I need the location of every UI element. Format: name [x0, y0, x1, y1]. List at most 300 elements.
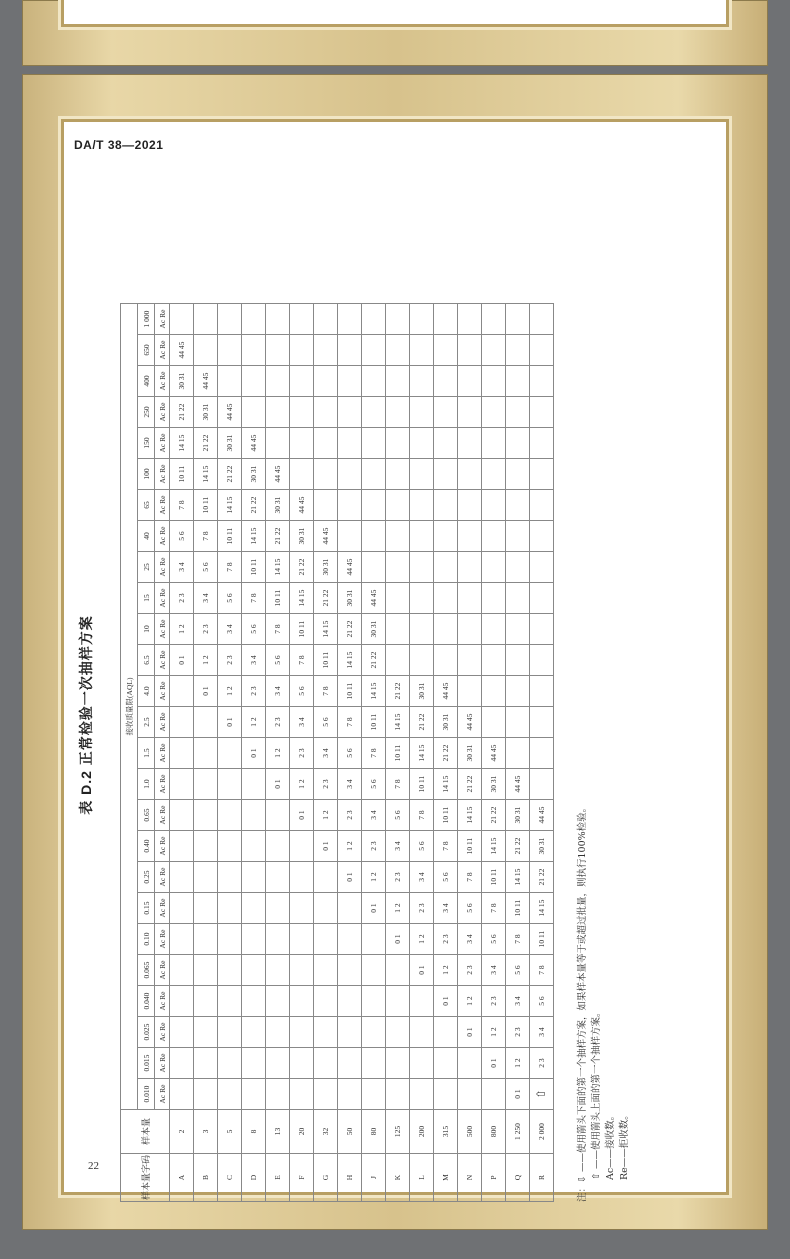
plan-cell: 3 4	[290, 707, 314, 738]
plan-cell: 3 4	[218, 614, 242, 645]
row-code: J	[362, 1154, 386, 1202]
plan-cell	[314, 397, 338, 428]
plan-cell: 21 22	[194, 428, 218, 459]
plan-cell	[314, 304, 338, 335]
plan-cell	[458, 428, 482, 459]
row-size: 1 250	[506, 1110, 530, 1154]
plan-cell	[194, 769, 218, 800]
plan-cell	[410, 366, 434, 397]
plan-cell: 2 3	[362, 831, 386, 862]
plan-cell	[410, 459, 434, 490]
plan-cell	[266, 800, 290, 831]
plan-cell	[338, 366, 362, 397]
plan-cell: 0 1	[458, 1017, 482, 1048]
plan-cell: ⇧	[530, 1079, 554, 1110]
plan-cell: 44 45	[338, 552, 362, 583]
plan-cell: 3 4	[338, 769, 362, 800]
aql-level: 150	[138, 428, 155, 459]
plan-cell: 21 22	[458, 769, 482, 800]
plan-cell: 0 1	[218, 707, 242, 738]
aql-level: 0.040	[138, 986, 155, 1017]
plan-cell	[530, 676, 554, 707]
ac-re-label: Ac Re	[155, 1017, 170, 1048]
plan-cell: 5 6	[338, 738, 362, 769]
plan-cell: 30 31	[506, 800, 530, 831]
plan-cell	[314, 428, 338, 459]
plan-cell	[434, 304, 458, 335]
plan-cell	[362, 1079, 386, 1110]
plan-cell: 5 6	[458, 893, 482, 924]
aql-level: 250	[138, 397, 155, 428]
plan-cell	[242, 924, 266, 955]
plan-cell	[506, 738, 530, 769]
plan-cell: 3 4	[506, 986, 530, 1017]
plan-cell: 3 4	[530, 1017, 554, 1048]
ac-re-label: Ac Re	[155, 397, 170, 428]
plan-cell: 1 2	[194, 645, 218, 676]
ac-re-label: Ac Re	[155, 521, 170, 552]
plan-cell: 21 22	[338, 614, 362, 645]
aql-level: 65	[138, 490, 155, 521]
plan-cell: 3 4	[410, 862, 434, 893]
ac-re-label: Ac Re	[155, 893, 170, 924]
plan-cell: 1 2	[242, 707, 266, 738]
plan-cell	[170, 893, 194, 924]
plan-cell: 3 4	[458, 924, 482, 955]
plan-cell	[194, 335, 218, 366]
plan-cell	[290, 1017, 314, 1048]
plan-cell	[458, 583, 482, 614]
plan-cell: 44 45	[314, 521, 338, 552]
aql-level: 4.0	[138, 676, 155, 707]
plan-cell: 3 4	[242, 645, 266, 676]
plan-cell: 2 3	[506, 1017, 530, 1048]
plan-cell	[218, 1079, 242, 1110]
plan-cell	[242, 335, 266, 366]
plan-cell	[170, 955, 194, 986]
ac-re-label: Ac Re	[155, 614, 170, 645]
note-down-arrow: 注：⇩ ——使用箭头下面的第一个抽样方案，如果样本量等于或超过批量，则执行100%检验。	[577, 802, 588, 1202]
aql-level: 1.5	[138, 738, 155, 769]
plan-cell	[434, 490, 458, 521]
plan-cell	[194, 1017, 218, 1048]
plan-cell	[242, 397, 266, 428]
plan-cell	[482, 707, 506, 738]
plan-cell	[386, 552, 410, 583]
plan-cell: 3 4	[386, 831, 410, 862]
plan-cell	[410, 521, 434, 552]
aql-level: 6.5	[138, 645, 155, 676]
plan-cell	[290, 955, 314, 986]
plan-cell	[314, 366, 338, 397]
ac-re-label: Ac Re	[155, 707, 170, 738]
row-code: L	[410, 1154, 434, 1202]
plan-cell	[410, 583, 434, 614]
plan-cell: 5 6	[170, 521, 194, 552]
plan-cell	[194, 304, 218, 335]
plan-cell	[386, 521, 410, 552]
plan-cell: 5 6	[386, 800, 410, 831]
plan-cell	[530, 738, 554, 769]
plan-cell	[482, 645, 506, 676]
plan-cell	[530, 366, 554, 397]
picture-frame	[22, 74, 768, 1230]
plan-cell	[386, 428, 410, 459]
plan-cell	[530, 645, 554, 676]
plan-cell	[218, 304, 242, 335]
plan-cell: 21 22	[314, 583, 338, 614]
plan-cell	[506, 304, 530, 335]
plan-cell: 1 2	[458, 986, 482, 1017]
plan-cell	[482, 552, 506, 583]
plan-cell: 0 1	[410, 955, 434, 986]
plan-cell	[290, 986, 314, 1017]
ac-re-label: Ac Re	[155, 335, 170, 366]
plan-cell	[242, 800, 266, 831]
plan-cell: 14 15	[434, 769, 458, 800]
aql-level: 40	[138, 521, 155, 552]
plan-cell	[242, 1079, 266, 1110]
plan-cell: 2 3	[266, 707, 290, 738]
plan-cell: 44 45	[266, 459, 290, 490]
plan-cell	[506, 707, 530, 738]
plan-cell	[290, 335, 314, 366]
plan-cell	[434, 459, 458, 490]
plan-cell	[434, 614, 458, 645]
plan-cell	[386, 490, 410, 521]
plan-cell	[266, 955, 290, 986]
plan-cell	[482, 428, 506, 459]
plan-cell	[338, 397, 362, 428]
plan-cell	[362, 552, 386, 583]
plan-cell	[530, 583, 554, 614]
plan-cell	[266, 397, 290, 428]
plan-cell	[458, 490, 482, 521]
row-code: M	[434, 1154, 458, 1202]
plan-cell	[458, 645, 482, 676]
plan-cell: 7 8	[362, 738, 386, 769]
header-size: 样本量	[121, 1110, 170, 1154]
plan-cell	[410, 1017, 434, 1048]
plan-cell: 10 11	[194, 490, 218, 521]
plan-cell: 14 15	[362, 676, 386, 707]
row-size: 800	[482, 1110, 506, 1154]
plan-cell	[218, 924, 242, 955]
row-code: N	[458, 1154, 482, 1202]
plan-cell	[458, 521, 482, 552]
plan-cell	[410, 614, 434, 645]
plan-cell	[410, 1048, 434, 1079]
plan-cell	[194, 707, 218, 738]
plan-cell	[170, 831, 194, 862]
plan-cell: 5 6	[314, 707, 338, 738]
plan-cell: 1 2	[338, 831, 362, 862]
plan-cell	[314, 459, 338, 490]
plan-cell: 2 3	[434, 924, 458, 955]
plan-cell	[266, 831, 290, 862]
plan-cell	[506, 552, 530, 583]
plan-cell	[386, 986, 410, 1017]
plan-cell	[362, 459, 386, 490]
plan-cell	[314, 335, 338, 366]
plan-cell	[386, 583, 410, 614]
plan-cell: 0 1	[290, 800, 314, 831]
plan-cell: 7 8	[410, 800, 434, 831]
plan-cell: 14 15	[266, 552, 290, 583]
plan-cell	[434, 335, 458, 366]
plan-cell: 0 1	[362, 893, 386, 924]
plan-cell	[386, 304, 410, 335]
plan-cell	[530, 769, 554, 800]
plan-cell	[458, 304, 482, 335]
row-code: H	[338, 1154, 362, 1202]
row-code: G	[314, 1154, 338, 1202]
plan-cell	[530, 521, 554, 552]
plan-cell: 21 22	[218, 459, 242, 490]
plan-cell	[362, 521, 386, 552]
ac-re-label: Ac Re	[155, 924, 170, 955]
row-code: F	[290, 1154, 314, 1202]
plan-cell	[506, 428, 530, 459]
plan-cell	[386, 397, 410, 428]
plan-cell	[290, 862, 314, 893]
plan-cell	[482, 583, 506, 614]
plan-cell: 30 31	[242, 459, 266, 490]
plan-cell	[242, 1048, 266, 1079]
plan-cell	[434, 583, 458, 614]
plan-cell	[386, 955, 410, 986]
plan-cell	[386, 614, 410, 645]
plan-cell: 21 22	[362, 645, 386, 676]
aql-level: 650	[138, 335, 155, 366]
ac-re-label: Ac Re	[155, 676, 170, 707]
plan-cell	[434, 1048, 458, 1079]
plan-cell: 7 8	[482, 893, 506, 924]
plan-cell	[170, 800, 194, 831]
plan-cell	[410, 490, 434, 521]
plan-cell: 44 45	[434, 676, 458, 707]
plan-cell	[506, 459, 530, 490]
plan-cell	[266, 924, 290, 955]
plan-cell: 0 1	[170, 645, 194, 676]
plan-cell	[362, 304, 386, 335]
plan-cell: 2 3	[314, 769, 338, 800]
plan-cell: 0 1	[266, 769, 290, 800]
row-size: 3	[194, 1110, 218, 1154]
plan-cell	[386, 1048, 410, 1079]
plan-cell: 30 31	[314, 552, 338, 583]
aql-level: 1 000	[138, 304, 155, 335]
plan-cell	[530, 707, 554, 738]
picture-frame-top	[22, 0, 768, 66]
plan-cell	[362, 1017, 386, 1048]
plan-cell	[362, 428, 386, 459]
row-code: Q	[506, 1154, 530, 1202]
row-code: D	[242, 1154, 266, 1202]
plan-cell: 10 11	[242, 552, 266, 583]
plan-cell	[314, 490, 338, 521]
plan-cell	[290, 428, 314, 459]
page-number: 22	[88, 1160, 99, 1172]
plan-cell	[434, 521, 458, 552]
rotated-table-block	[76, 228, 630, 1202]
plan-cell	[314, 924, 338, 955]
plan-cell: 3 4	[314, 738, 338, 769]
plan-cell: 1 2	[170, 614, 194, 645]
plan-cell: 21 22	[434, 738, 458, 769]
plan-cell	[194, 955, 218, 986]
plan-cell	[266, 893, 290, 924]
plan-cell	[314, 893, 338, 924]
header-aql: 接收质量限(AQL)	[121, 304, 138, 1110]
plan-cell: 1 2	[218, 676, 242, 707]
row-size: 125	[386, 1110, 410, 1154]
plan-cell	[194, 924, 218, 955]
plan-cell: 14 15	[458, 800, 482, 831]
plan-cell: 0 1	[194, 676, 218, 707]
plan-cell	[386, 645, 410, 676]
plan-cell	[410, 428, 434, 459]
aql-level: 100	[138, 459, 155, 490]
plan-cell: 2 3	[170, 583, 194, 614]
plan-cell	[362, 955, 386, 986]
plan-cell	[482, 459, 506, 490]
aql-level: 0.015	[138, 1048, 155, 1079]
plan-cell: 21 22	[386, 676, 410, 707]
plan-cell: 44 45	[218, 397, 242, 428]
table-notes	[576, 803, 632, 1202]
plan-cell: 5 6	[290, 676, 314, 707]
plan-cell	[218, 955, 242, 986]
row-size: 80	[362, 1110, 386, 1154]
plan-cell: 7 8	[530, 955, 554, 986]
plan-cell: 44 45	[242, 428, 266, 459]
ac-re-label: Ac Re	[155, 738, 170, 769]
plan-cell	[458, 335, 482, 366]
aql-level: 0.10	[138, 924, 155, 955]
plan-cell	[338, 304, 362, 335]
plan-cell: 0 1	[386, 924, 410, 955]
plan-cell	[458, 459, 482, 490]
plan-cell: 7 8	[434, 831, 458, 862]
ac-re-label: Ac Re	[155, 428, 170, 459]
plan-cell	[218, 893, 242, 924]
plan-cell: 14 15	[242, 521, 266, 552]
plan-cell: 10 11	[506, 893, 530, 924]
plan-cell: 7 8	[314, 676, 338, 707]
plan-cell: 14 15	[194, 459, 218, 490]
plan-cell	[218, 986, 242, 1017]
plan-cell: 10 11	[362, 707, 386, 738]
plan-cell: 2 3	[338, 800, 362, 831]
plan-cell: 7 8	[290, 645, 314, 676]
aql-level: 0.25	[138, 862, 155, 893]
aql-level: 0.025	[138, 1017, 155, 1048]
header-code: 样本量字码	[121, 1154, 170, 1202]
plan-cell	[338, 1017, 362, 1048]
plan-cell: 10 11	[338, 676, 362, 707]
plan-cell: 30 31	[434, 707, 458, 738]
plan-cell	[290, 831, 314, 862]
plan-cell: 1 2	[434, 955, 458, 986]
plan-cell	[170, 738, 194, 769]
plan-cell	[530, 428, 554, 459]
plan-cell	[362, 924, 386, 955]
row-size: 500	[458, 1110, 482, 1154]
plan-cell: 21 22	[410, 707, 434, 738]
plan-cell	[482, 521, 506, 552]
row-size: 32	[314, 1110, 338, 1154]
plan-cell: 30 31	[530, 831, 554, 862]
note-ac: Ac——接收数。	[605, 1110, 616, 1180]
plan-cell	[194, 831, 218, 862]
plan-cell: 21 22	[290, 552, 314, 583]
sampling-plan-table	[120, 303, 554, 1202]
plan-cell: 14 15	[314, 614, 338, 645]
plan-cell: 7 8	[386, 769, 410, 800]
plan-cell	[386, 459, 410, 490]
plan-cell: 1 2	[410, 924, 434, 955]
plan-cell	[170, 676, 194, 707]
plan-cell	[386, 1017, 410, 1048]
plan-cell	[290, 459, 314, 490]
row-code: C	[218, 1154, 242, 1202]
plan-cell: 14 15	[170, 428, 194, 459]
plan-cell	[338, 521, 362, 552]
plan-cell	[170, 1079, 194, 1110]
plan-cell	[170, 707, 194, 738]
plan-cell	[194, 862, 218, 893]
plan-cell	[482, 614, 506, 645]
row-size: 2	[170, 1110, 194, 1154]
plan-cell	[290, 1048, 314, 1079]
plan-cell	[410, 986, 434, 1017]
plan-cell	[362, 335, 386, 366]
plan-cell	[338, 893, 362, 924]
plan-cell	[530, 335, 554, 366]
row-size: 200	[410, 1110, 434, 1154]
plan-cell	[170, 862, 194, 893]
plan-cell	[458, 552, 482, 583]
plan-cell: 3 4	[434, 893, 458, 924]
plan-cell: 2 3	[218, 645, 242, 676]
plan-cell: 1 2	[362, 862, 386, 893]
ac-re-label: Ac Re	[155, 769, 170, 800]
plan-cell	[242, 893, 266, 924]
plan-cell: 14 15	[482, 831, 506, 862]
plan-cell	[170, 769, 194, 800]
plan-cell: 44 45	[362, 583, 386, 614]
ac-re-label: Ac Re	[155, 552, 170, 583]
plan-cell	[338, 986, 362, 1017]
plan-cell: 5 6	[410, 831, 434, 862]
plan-cell	[458, 676, 482, 707]
plan-cell: 44 45	[170, 335, 194, 366]
plan-cell	[458, 366, 482, 397]
plan-cell: 7 8	[242, 583, 266, 614]
plan-cell	[362, 397, 386, 428]
plan-cell	[410, 397, 434, 428]
plan-cell: 44 45	[530, 800, 554, 831]
plan-cell: 10 11	[530, 924, 554, 955]
plan-cell	[194, 800, 218, 831]
plan-cell: 3 4	[482, 955, 506, 986]
plan-cell: 10 11	[434, 800, 458, 831]
plan-cell	[218, 862, 242, 893]
note-re: Re——拒收数。	[619, 1110, 630, 1180]
plan-cell: 7 8	[170, 490, 194, 521]
plan-cell: 3 4	[194, 583, 218, 614]
